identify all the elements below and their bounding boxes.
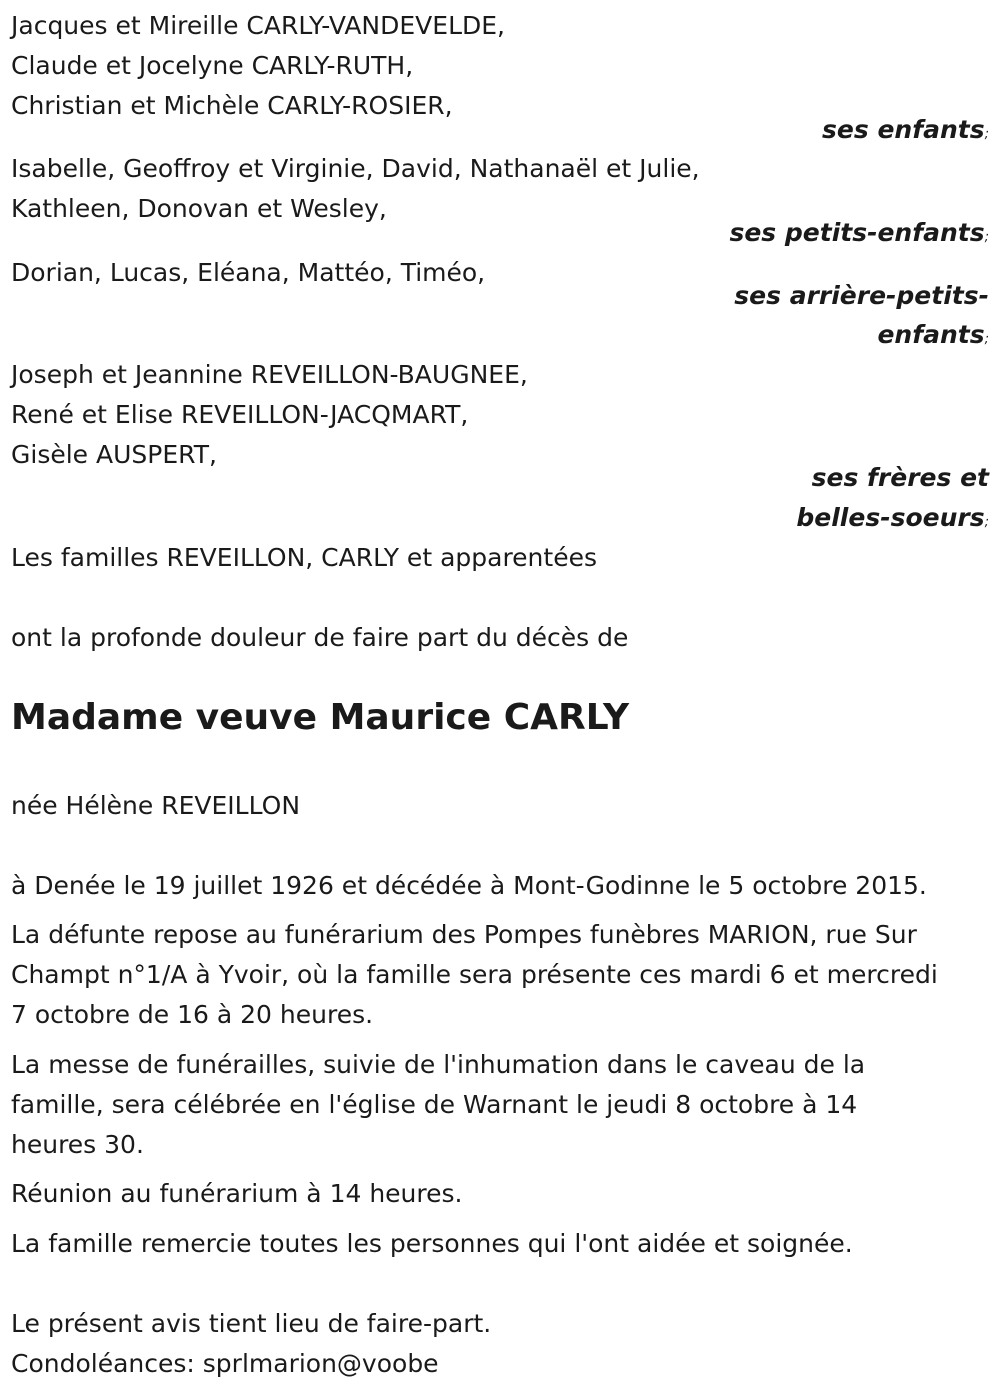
condolences-line: Condoléances: sprlmarion@voobe bbox=[11, 1349, 439, 1378]
relation-siblings-1: ses frères et bbox=[811, 463, 989, 492]
relation-great-grandchildren-2 bbox=[877, 315, 989, 360]
separator: ; bbox=[984, 230, 989, 245]
great-grandchild-line: Dorian, Lucas, Eléana, Mattéo, Timéo, bbox=[11, 258, 486, 287]
child-line: Jacques et Mireille CARLY-VANDEVELDE, bbox=[11, 11, 505, 40]
relation-label: enfants bbox=[877, 320, 985, 349]
separator: ; bbox=[984, 515, 989, 530]
funerarium-line: Champt n°1/A à Yvoir, où la famille sera présente ces mardi 6 et mercredi bbox=[11, 960, 938, 989]
child-line: Christian et Michèle CARLY-ROSIER, bbox=[11, 91, 453, 120]
funerarium-line: La défunte repose au funérarium des Pompes funèbres MARION, rue Sur bbox=[11, 920, 917, 949]
relation-great-grandchildren-1: ses arrière-petits- bbox=[734, 281, 989, 310]
sibling-line: René et Elise REVEILLON-JACQMART, bbox=[11, 400, 469, 429]
grandchild-line: Kathleen, Donovan et Wesley, bbox=[11, 194, 387, 223]
maiden-name: née Hélène REVEILLON bbox=[11, 791, 301, 820]
mass-line: heures 30. bbox=[11, 1130, 144, 1159]
grandchild-line: Isabelle, Geoffroy et Virginie, David, Nathanaël et Julie, bbox=[11, 154, 700, 183]
relation-label: ses enfants bbox=[822, 115, 985, 144]
separator: ; bbox=[984, 127, 989, 142]
deceased-name: Madame veuve Maurice CARLY bbox=[11, 697, 630, 738]
mass-line: La messe de funérailles, suivie de l'inhumation dans le caveau de la bbox=[11, 1050, 866, 1079]
child-line: Claude et Jocelyne CARLY-RUTH, bbox=[11, 51, 414, 80]
relation-label: belles-soeurs bbox=[796, 503, 985, 532]
relation-grandchildren bbox=[729, 213, 989, 258]
separator: ; bbox=[984, 332, 989, 347]
families-line: Les familles REVEILLON, CARLY et apparentées bbox=[11, 543, 597, 572]
birth-death-line: à Denée le 19 juillet 1926 et décédée à Mont-Godinne le 5 octobre 2015. bbox=[11, 871, 927, 900]
sibling-line: Joseph et Jeannine REVEILLON-BAUGNEE, bbox=[11, 360, 528, 389]
relation-siblings-2 bbox=[796, 498, 989, 543]
thanks-line: La famille remercie toutes les personnes qui l'ont aidée et soignée. bbox=[11, 1229, 853, 1258]
sibling-line: Gisèle AUSPERT, bbox=[11, 440, 217, 469]
mass-line: famille, sera célébrée en l'église de Warnant le jeudi 8 octobre à 14 bbox=[11, 1090, 858, 1119]
notice-line: Le présent avis tient lieu de faire-part. bbox=[11, 1309, 492, 1338]
meeting-line: Réunion au funérarium à 14 heures. bbox=[11, 1179, 463, 1208]
funerarium-line: 7 octobre de 16 à 20 heures. bbox=[11, 1000, 374, 1029]
announcement-line: ont la profonde douleur de faire part du décès de bbox=[11, 623, 629, 652]
relation-label: ses petits-enfants bbox=[729, 218, 985, 247]
relation-children bbox=[822, 110, 989, 155]
